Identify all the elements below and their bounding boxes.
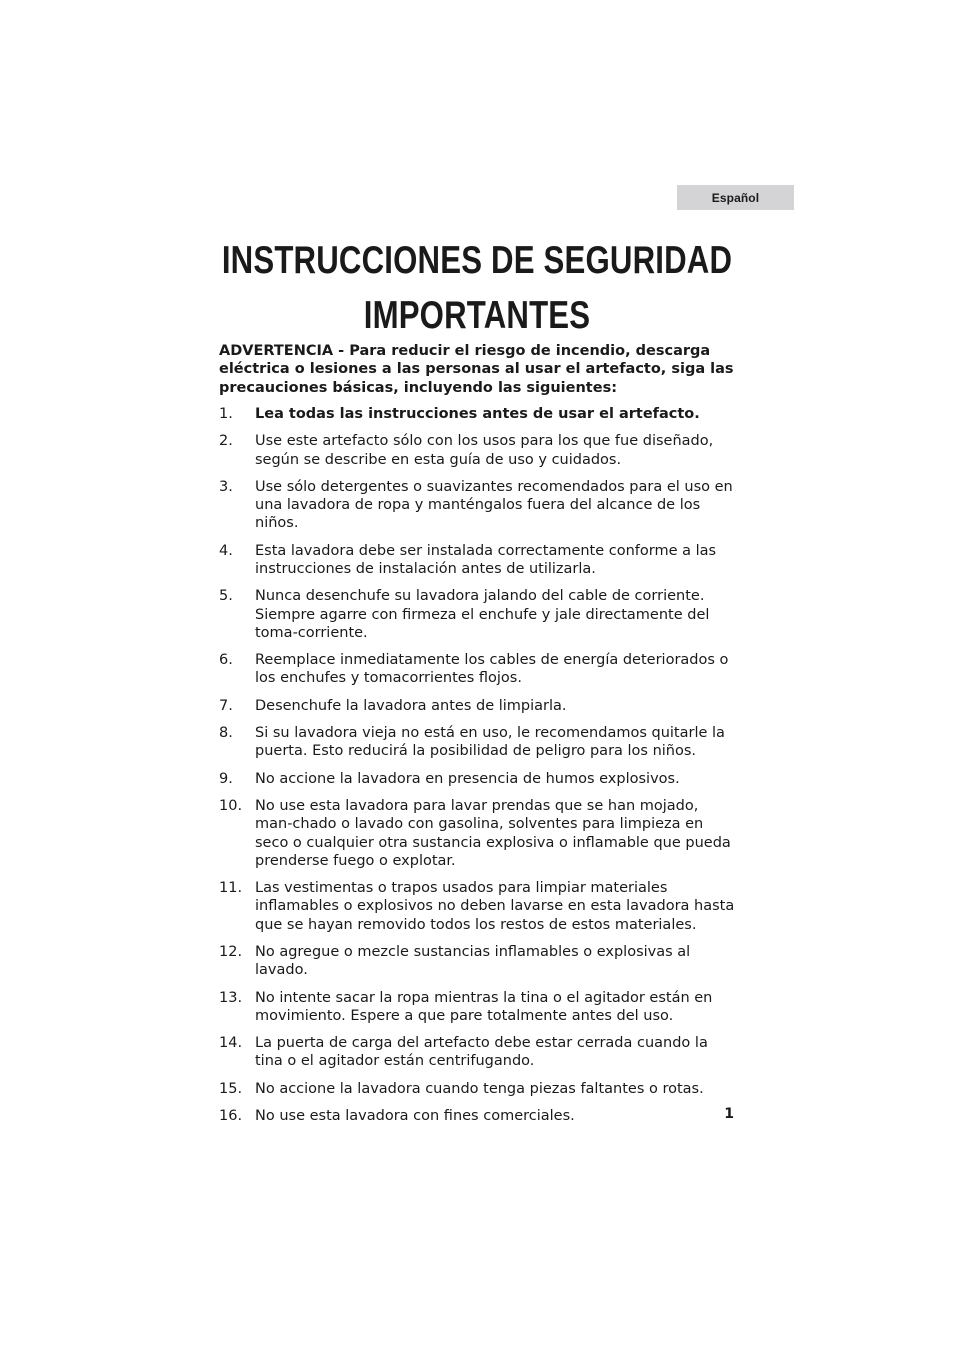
list-item-text: Use sólo detergentes o suavizantes recomendados para el uso en una lavadora de ropa y manténgalos fuera del alcance de los niños.	[255, 478, 733, 532]
list-item-text: No intente sacar la ropa mientras la tina o el agitador están en movimiento. Espere a que pare totalmente antes del uso.	[255, 989, 713, 1024]
list-item-number: 4.	[219, 542, 233, 559]
list-item	[219, 478, 739, 533]
list-item	[219, 587, 739, 642]
page-number: 1	[724, 1106, 734, 1122]
language-tab: Español	[677, 185, 794, 210]
list-item	[219, 724, 739, 760]
list-item	[219, 797, 739, 870]
list-item	[219, 697, 739, 715]
list-item-text: No agregue o mezcle sustancias inflamables o explosivas al lavado.	[255, 943, 691, 979]
list-item	[219, 405, 739, 423]
list-item	[219, 770, 739, 788]
list-item-text: No accione la lavadora en presencia de humos explosivos.	[255, 770, 680, 787]
list-item-number: 10.	[219, 798, 243, 815]
list-item	[219, 1034, 739, 1070]
list-item-number: 15.	[219, 1080, 243, 1097]
list-item-text: Si su lavadora vieja no está en uso, le recomendamos quitarle la puerta. Esto reducirá la posibilidad de peligro para los niños.	[255, 725, 725, 760]
list-item	[219, 879, 739, 934]
list-item-number: 13.	[219, 989, 243, 1006]
list-item-number: 6.	[219, 652, 233, 669]
list-item-number: 5.	[219, 588, 233, 605]
list-item-number: 1.	[219, 406, 233, 422]
list-item	[219, 989, 739, 1025]
list-item-number: 9.	[219, 770, 233, 787]
page-title-line-2: IMPORTANTES	[363, 294, 591, 337]
list-item-text: Use este artefacto sólo con los usos para los que fue diseñado, según se describe en esta guía de uso y cuidados.	[255, 433, 714, 468]
list-item-number: 12.	[219, 943, 243, 960]
list-item-number: 11.	[219, 880, 243, 897]
list-item	[219, 1107, 739, 1125]
list-item-text: No accione la lavadora cuando tenga piezas faltantes o rotas.	[255, 1080, 704, 1097]
list-item-number: 7.	[219, 697, 233, 714]
list-item	[219, 1080, 739, 1098]
list-item-text: Lea todas las instrucciones antes de usar el artefacto.	[255, 406, 700, 422]
list-item-text: Las vestimentas o trapos usados para limpiar materiales inflamables o explosivos no deben lavarse en esta lavadora hasta que se hayan removido todos los restos de estos materiales.	[255, 880, 735, 933]
page-title-line-1: INSTRUCCIONES DE SEGURIDAD	[221, 239, 733, 282]
warning-paragraph: ADVERTENCIA - Para reducir el riesgo de incendio, descarga eléctrica o lesiones a las personas al usar el artefacto, siga las precauciones básicas, incluyendo las siguientes:	[219, 343, 734, 396]
list-item-number: 14.	[219, 1035, 243, 1052]
page-title	[215, 233, 738, 343]
list-item-text: No use esta lavadora con fines comerciales.	[255, 1108, 575, 1125]
list-item-text: Nunca desenchufe su lavadora jalando del cable de corriente. Siempre agarre con firmeza el enchufe y jale directamente del toma-corriente.	[255, 588, 710, 641]
list-item-text: La puerta de carga del artefacto debe estar cerrada cuando la tina o el agitador están centrifugando.	[255, 1035, 708, 1070]
safety-instructions-list	[219, 405, 739, 1135]
list-item-text: Esta lavadora debe ser instalada correctamente conforme a las instrucciones de instalación antes de utilizarla.	[255, 542, 717, 577]
list-item-text: Desenchufe la lavadora antes de limpiarla.	[255, 697, 567, 714]
list-item-number: 2.	[219, 433, 233, 450]
list-item-text: No use esta lavadora para lavar prendas que se han mojado, man-chado o lavado con gasolina, solventes para limpieza en seco o cualquier otra sustancia explosiva o inflamable que pueda prenderse fuego o explotar.	[255, 798, 731, 869]
list-item-text: Reemplace inmediatamente los cables de energía deteriorados o los enchufes y tomacorrientes flojos.	[255, 652, 729, 687]
list-item-number: 16.	[219, 1108, 243, 1125]
list-item	[219, 542, 739, 578]
list-item-number: 8.	[219, 725, 233, 742]
list-item-number: 3.	[219, 478, 233, 495]
list-item	[219, 432, 739, 468]
list-item	[219, 651, 739, 687]
list-item	[219, 943, 739, 979]
